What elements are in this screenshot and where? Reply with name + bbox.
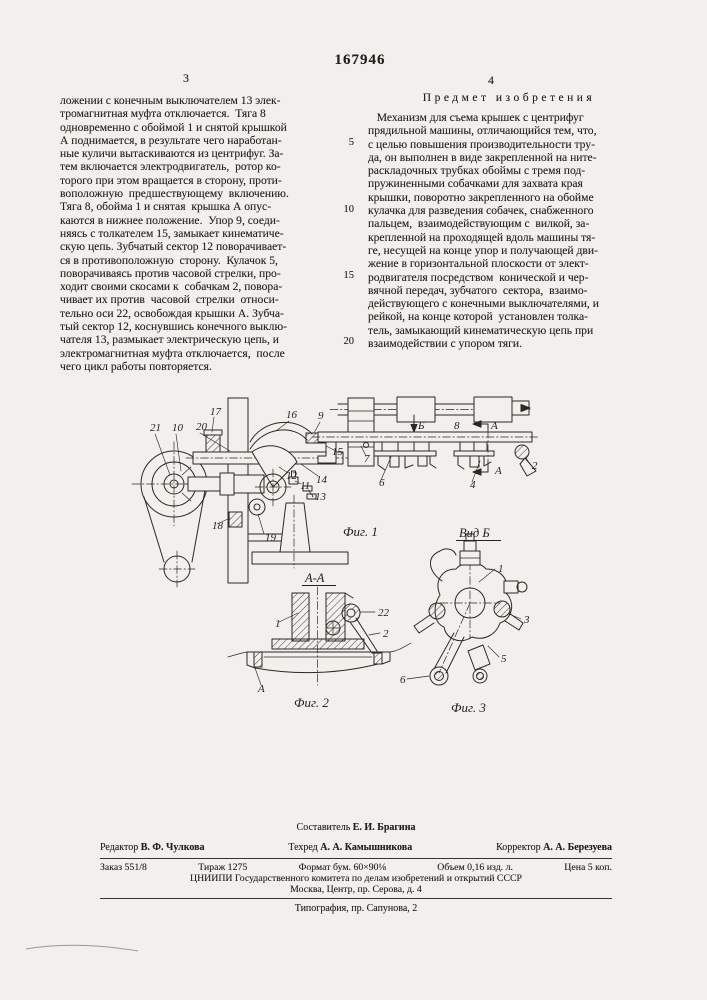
figure-part-label: 17 xyxy=(210,406,221,418)
fig3-view-drawing xyxy=(407,533,527,685)
compiler-line xyxy=(100,822,612,833)
staff-row xyxy=(100,842,612,853)
figure-part-label: А xyxy=(491,420,498,432)
figure-part-label: А xyxy=(495,465,502,477)
figure-part-label: 9 xyxy=(318,410,324,422)
patent-figures-drawing xyxy=(60,385,660,720)
right-column-page-number: 4 xyxy=(488,73,494,87)
claim-heading: Предмет изобретения xyxy=(422,92,596,104)
fig1-caption: Фиг. 1 xyxy=(343,524,378,539)
price: Цена 5 коп. xyxy=(564,862,612,873)
compiler-label: Составитель xyxy=(296,822,351,833)
description-column: ложении с конечным выключателем 13 элек- тромагнитная муфта отключается. Тяга 8 одновременно с обоймой 1 и снятой крышкой А поднимается, в результате чего наработан- ные куличи вытаскиваются из центрифуг. За- тем включается электродвигатель, ротор ко- торого при этом вращается в сторону, проти- воположную предшествующему включению. Тяга 8, обойма 1 и снятая крышка А опус- каются в нижнее положение. Упор 9, соеди- няясь с толкателем 15, замыкает кинематиче- скую цепь. Зубчатый сектор 12 поворачивает- ся в противоположную сторону. Кулачок 5, поворачиваясь против часовой стрелки, про- ходит своими скосами к собачкам 2, повора- чивает их против часовой стрелки относи- тельно оси 22, освобождая крышки А. Зубча- тый сектор 12, коснувшись конечного выклю- чателя 13, размыкает электрическую цепь, и электромагнитная муфта отключается, после чего цикл работы повторяется. xyxy=(60,94,289,373)
figure-part-label: 14 xyxy=(316,474,327,486)
figure-part-label: 21 xyxy=(150,422,161,434)
figure-part-label: 11 xyxy=(300,480,311,492)
figure-part-label: 2 xyxy=(383,628,389,640)
figure-part-label: 10 xyxy=(172,422,183,434)
figure-part-label: А xyxy=(258,683,265,695)
figure-part-label: 1 xyxy=(275,618,281,630)
figure-part-label: 19 xyxy=(265,532,276,544)
figure-part-label: 1 xyxy=(498,563,504,575)
figure-part-label: 13 xyxy=(315,491,326,503)
fig2-caption: Фиг. 2 xyxy=(294,695,329,710)
scan-artifact-stroke xyxy=(22,938,152,960)
figure-part-label: 18 xyxy=(212,520,223,532)
figure-part-label: 3 xyxy=(524,614,530,626)
section-aa-label: А-А xyxy=(305,571,325,585)
fig2-part-labels xyxy=(257,607,390,695)
figure-part-label: 6 xyxy=(379,477,385,489)
figure-part-label: 22 xyxy=(378,607,389,619)
editor-cell: Редактор В. Ф. Чулкова xyxy=(100,842,205,853)
footer-rule-top xyxy=(100,858,612,859)
print-run: Тираж 1275 xyxy=(198,862,248,873)
paper-format: Формат бум. 60×90⅛ xyxy=(298,862,386,873)
compiler-name: Е. И. Брагина xyxy=(352,822,416,833)
footer-rule-bottom xyxy=(100,898,612,899)
volume: Объем 0,16 изд. л. xyxy=(437,862,513,873)
view-b-label: Вид Б xyxy=(459,526,490,540)
line-number-20: 20 xyxy=(343,336,354,347)
printing-house-line: Типография, пр. Сапунова, 2 xyxy=(294,903,418,914)
figure-part-label: 7 xyxy=(364,453,370,465)
fig3-caption: Фиг. 3 xyxy=(451,700,486,715)
figure-part-label: 4 xyxy=(470,479,476,491)
figure-part-label: 5 xyxy=(501,653,507,665)
publisher-line-1: ЦНИИПИ Государственного комитета по делам изобретений и открытий СССР xyxy=(190,873,522,884)
figure-part-label: 16 xyxy=(286,409,297,421)
patent-number: 167946 xyxy=(334,52,386,68)
figure-part-label: 6 xyxy=(400,674,406,686)
order-number: Заказ 551/8 xyxy=(100,862,147,873)
figure-part-label: Б xyxy=(418,420,425,432)
figure-part-label: 15 xyxy=(332,446,343,458)
figure-part-label: 8 xyxy=(454,420,460,432)
print-info-row xyxy=(100,862,612,873)
figure-part-label: 20 xyxy=(196,421,207,433)
claim-column: Механизм для съема крышек с центрифуг прядильной машины, отличающийся тем, что, с целью повышения производительности тру- да, он выполнен в виде закрепленной на ните- раскладочных трубках обоймы с тремя под- пружиненными собачками для захвата края крышки, поворотно закрепленного на обойме кулачка для разведения собачек, снабженного пальцем, взаимодействующим с вилкой, за- крепленной на проходящей вдоль машины тя- ге, несущей на конце упор и получающей дви- жение в горизонтальной плоскости от элект- родвигателя посредством конической и чер- вячной передач, зубчатого сектора, взаимо- действующего с конечными выключателями, и рейкой, на конце которой установлен толка- тель, замыкающий кинематическую цепь при взаимодействии с упором тяги. xyxy=(368,111,599,351)
techred-cell: Техред А. А. Камышникова xyxy=(288,842,413,853)
line-number-5: 5 xyxy=(348,137,354,148)
line-number-15: 15 xyxy=(343,270,354,281)
corrector-cell: Корректор А. А. Березуева xyxy=(496,842,612,853)
left-column-page-number: 3 xyxy=(183,71,189,85)
line-number-10: 10 xyxy=(343,204,354,215)
figure-part-label: 12 xyxy=(286,470,297,482)
figure-part-label: 2 xyxy=(532,460,538,472)
publisher-line-2: Москва, Центр, пр. Серова, д. 4 xyxy=(290,884,422,895)
